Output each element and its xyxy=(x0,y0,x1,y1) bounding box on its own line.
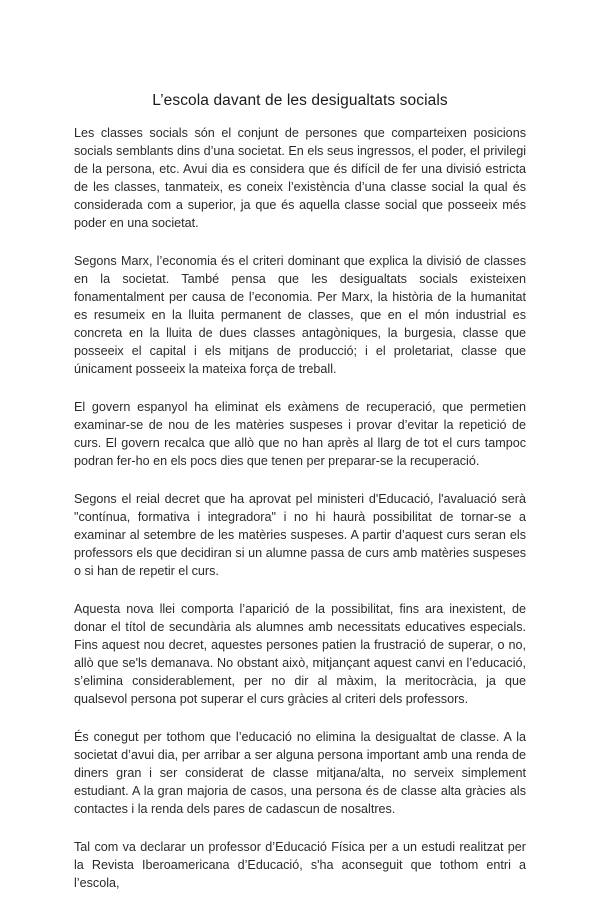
paragraph-7: Tal com va declarar un professor d’Educació Física per a un estudi realitzat per la Revista Iberoamericana d’Educació, s'ha aconseguit que tothom entri a l’escola, xyxy=(74,840,526,890)
document-body xyxy=(74,124,526,912)
paragraph-2: Segons Marx, l’economia és el criteri dominant que explica la divisió de classes en la societat. També pensa que les desigualtats socials existeixen fonamentalment per causa de l’economia. Per Marx, la història de la humanitat es resumeix en la lluita permanent de classes, que en el món industrial es concreta en la lluita de dues classes antagòniques, la burgesia, classe que posseeix el capital i els mitjans de producció; i el proletariat, classe que únicament posseeix la mateixa força de treball. xyxy=(74,254,526,376)
paragraph-5: Aquesta nova llei comporta l’aparició de la possibilitat, fins ara inexistent, de donar el títol de secundària als alumnes amb necessitats educatives especials. Fins aquest nou decret, aquestes persones patien la frustració de superar, o no, allò que se'ls demanava. No obstant això, mitjançant aquest canvi en l’educació, s’elimina considerablement, per no dir al màxim, la meritocràcia, ja que qualsevol persona pot superar el curs gràcies al criteri dels professors. xyxy=(74,602,526,706)
paragraph-3: El govern espanyol ha eliminat els exàmens de recuperació, que permetien examinar-se de nou de les matèries suspeses i provar d’evitar la repetició de curs. El govern recalca que allò que no han après al llarg de tot el curs tampoc podran fer-ho en els pocs dies que tenen per preparar-se la recuperació. xyxy=(74,400,526,468)
paragraph-1: Les classes socials són el conjunt de persones que comparteixen posicions socials semblants dins d’una societat. En els seus ingressos, el poder, el privilegi de la persona, etc. Avui dia es considera que és difícil de fer una divisió estricta de les classes, tanmateix, es coneix l’existència d’una classe social la qual és considerada com a superior, ja que és aquella classe social que posseeix més poder en una societat. xyxy=(74,126,526,230)
paragraph-6: És conegut per tothom que l’educació no elimina la desigualtat de classe. A la societat d’avui dia, per arribar a ser alguna persona important amb una renda de diners gran i ser considerat de classe mitjana/alta, no serveix simplement estudiant. A la gran majoria de casos, una persona és de classe alta gràcies als contactes i la renda dels pares de cadascun de nosaltres. xyxy=(74,730,526,816)
document-title: L’escola davant de les desigualtats socials xyxy=(152,92,448,109)
paragraph-4: Segons el reial decret que ha aprovat pel ministeri d'Educació, l'avaluació serà "contínua, formativa i integradora" i no hi haurà possibilitat de tornar-se a examinar al setembre de les matèries suspeses. A partir d’aquest curs seran els professors els que decidiran si un alumne passa de curs amb matèries suspeses o si han de repetir el curs. xyxy=(74,492,526,578)
